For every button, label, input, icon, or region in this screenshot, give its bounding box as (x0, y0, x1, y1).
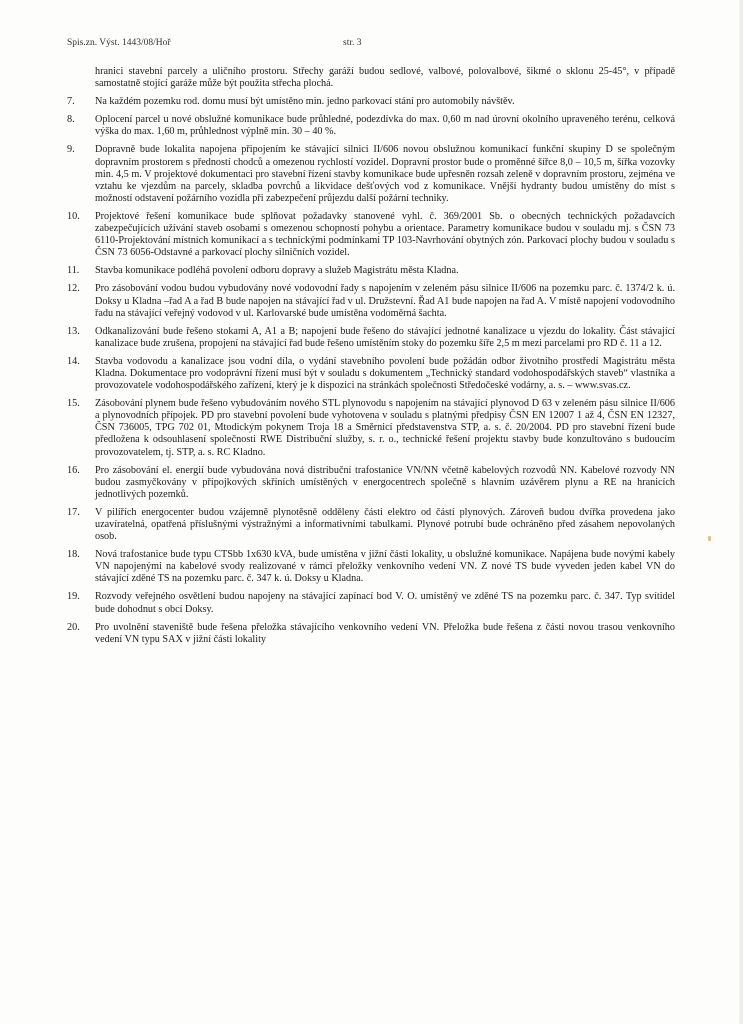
list-item-8 (67, 114, 675, 138)
item-number: 14. (67, 355, 80, 367)
list-item-10 (67, 211, 675, 259)
file-reference: Spis.zn. Výst. 1443/08/Hoř (67, 38, 171, 48)
margin-mark (708, 536, 711, 541)
item-text: Stavba komunikace podléhá povolení odboru dopravy a služeb Magistrátu města Kladna. (95, 265, 459, 277)
list-item-11 (67, 265, 675, 277)
item-text: Projektové řešení komunikace bude splňovat požadavky stanovené vyhl. č. 369/2001 Sb. o obecných technických požadavcích zabezpečujících užívání staveb osobami s omezenou schopností pohybu a orientace. Parametry komunikace budou v souladu mj. s ČSN 73 6110-Projektování místních komunikací a s technickými podmínkami TP 103-Navrhování obytných zón. Parkovací plochy budou v souladu s ČSN 73 6056-Odstavné a parkovací plochy silničních vozidel. (95, 210, 675, 259)
item-text: Oplocení parcel u nové obslužné komunikace bude průhledné, podezdívka do max. 0,60 m nad úrovní okolního upraveného terénu, celková výška do max. 1,60 m, průhlednost výplně min. 30 – 40 %. (95, 114, 675, 138)
item-number: 18. (67, 549, 80, 561)
list-item-14 (67, 356, 675, 392)
list-item-18 (67, 549, 675, 585)
item-number: 10. (67, 210, 80, 222)
item-number: 11. (67, 265, 80, 277)
item-number: 13. (67, 325, 80, 337)
item-number: 19. (67, 591, 80, 603)
list-item-19 (67, 591, 675, 615)
page-number: str. 3 (343, 38, 362, 48)
item-number: 16. (67, 464, 80, 476)
item-number: 8. (67, 114, 75, 126)
item-text: Dopravně bude lokalita napojena připojením ke stávající silnici II/606 novou obslužnou komunikací funkční skupiny D se společným dopravním prostorem s předností chodců a omezenou rychlostí vozidel. Dopravní prostor bude o proměnné šířce 8,0 – 10,5 m, šířka vozovky min. 4,5 m. V projektové dokumentaci pro stavební řízení stavby komunikace bude upřesněn rozsah zeleně v dopravním prostoru, zejména ve vztahu ke vjezdům na parcely, skladba povrchů a likvidace dešťových vod z komunikace. Vnější hydranty budou umístěny do míst s možností odstavení požárního vozidla při zabezpečení průjezdu další požární techniky. (95, 144, 675, 204)
list-item-7 (67, 96, 675, 108)
list-item-16 (67, 465, 675, 501)
item-number: 7. (67, 96, 75, 108)
list-item-20 (67, 622, 675, 646)
scan-edge-shadow (739, 0, 743, 1024)
item-text: Na každém pozemku rod. domu musí být umístěno min. jedno parkovací stání pro automobily návštěv. (95, 96, 515, 108)
list-item-13 (67, 326, 675, 350)
item-text: Zásobování plynem bude řešeno vybudováním nového STL plynovodu s napojením na stávající plynovod D 63 v zeleném pásu silnice II/606 a plynovodních přípojek. PD pro stavební povolení bude vyhotovena v souladu s platnými předpisy ČSN EN 12007 1 až 4, ČSN EN 12327, ČSN 736005, TPG 702 01, Mtodickým pokynem Troja 18 a Směrnicí představenstva STP, a. s. č. 20/2004. PD pro stavební řízení bude předložena k odsouhlasení společnosti RWE Distribuční služby, s. r. o., technické řešení projektu stavby bude konzultováno s budoucím provozovatelem, tj. STP, a. s. RC Kladno. (95, 398, 675, 458)
item-text: Stavba vodovodu a kanalizace jsou vodní díla, o vydání stavebního povolení bude požádán odbor životního prostředí Magistrátu města Kladna. Dokumentace pro vodoprávní řízení musí být v souladu s dokumentem „Technický standard vodohospodářských staveb“ vlastníka a provozovatele vodohospodářského zařízení, který je k dispozici na stránkách společnosti Středočeské vodárny, a. s. – www.svas.cz. (95, 355, 675, 392)
list-item-15 (67, 398, 675, 458)
item-text: Pro zásobování el. energií bude vybudována nová distribuční trafostanice VN/NN včetně kabelových rozvodů NN. Kabelové rozvody NN budou zasmyčkovány v přípojkových skříních umístěných v energocentrech společně s hlavním uzávěrem plynu a RE na hranicích jednotlivých pozemků. (95, 464, 675, 500)
item-number: 15. (67, 398, 80, 410)
list-item-9 (67, 144, 675, 204)
item-number: 9. (67, 144, 75, 156)
item-number: 20. (67, 621, 80, 633)
document-body (67, 66, 675, 646)
item-number: 12. (67, 283, 80, 295)
list-item-12 (67, 283, 675, 319)
list-item-17 (67, 507, 675, 543)
item-text: V pilířích energocenter budou vzájemně plynotěsně odděleny části elektro od částí plynových. Zároveň budou dvířka provedena jako uzavíratelná, opatřená příslušnými výstražnými a informativními tabulkami. Plynové potrubí bude ochráněno před zásahem nepovolaných osob. (95, 506, 675, 543)
item-text: Nová trafostanice bude typu CTSbb 1x630 kVA, bude umístěna v jižní části lokality, u obslužné komunikace. Napájena bude novými kabely VN napojenými na kabelové svody realizované v rámci přeložky venkovního vedení VN. Z nové TS bude vyveden jeden kabel VN do stávající zděné TS na pozemku parc. č. 347 k. ú. Doksy u Kladna. (95, 549, 675, 585)
item-text: Pro zásobování vodou budou vybudovány nové vodovodní řady s napojením v zeleném pásu silnice II/606 na pozemku parc. č. 1374/2 k. ú. Doksy u Kladna –řad A a řad B bude napojen na stávající řad v ul. Družstevní. Řad A1 bude napojen na řad A. V místě napojení vodovodního řadu na stávající veřejný vodovod v ul. Karlovarské bude umístěna vodoměrná šachta. (95, 283, 675, 319)
item-number: 17. (67, 506, 80, 518)
continuation-paragraph: hranici stavební parcely a uličního prostoru. Střechy garáží budou sedlové, valbové, polovalbové, šikmé o sklonu 25-45°, v případě samostatně stojící garáže může být použita střecha plochá. (95, 66, 675, 90)
item-text: Rozvody veřejného osvětlení budou napojeny na stávající zapínací bod V. O. umístěný ve zděné TS na pozemku parc. č. 347. Typ svítidel bude dohodnut s obcí Doksy. (95, 591, 675, 615)
item-text: Odkanalizování bude řešeno stokami A, A1 a B; napojení bude řešeno do stávající jednotné kanalizace u vjezdu do lokality. Část stávající kanalizace bude zrušena, propojení na stávající řad bude řešeno umístěním stoky do pozemku šíře 2,5 m mezi parcelami pro RD č. 11 a 12. (95, 325, 675, 349)
item-text: Pro uvolnění staveniště bude řešena přeložka stávajícího venkovního vedení VN. Přeložka bude řešena z části novou trasou venkovního vedení VN typu SAX v jižní části lokality (95, 621, 675, 645)
